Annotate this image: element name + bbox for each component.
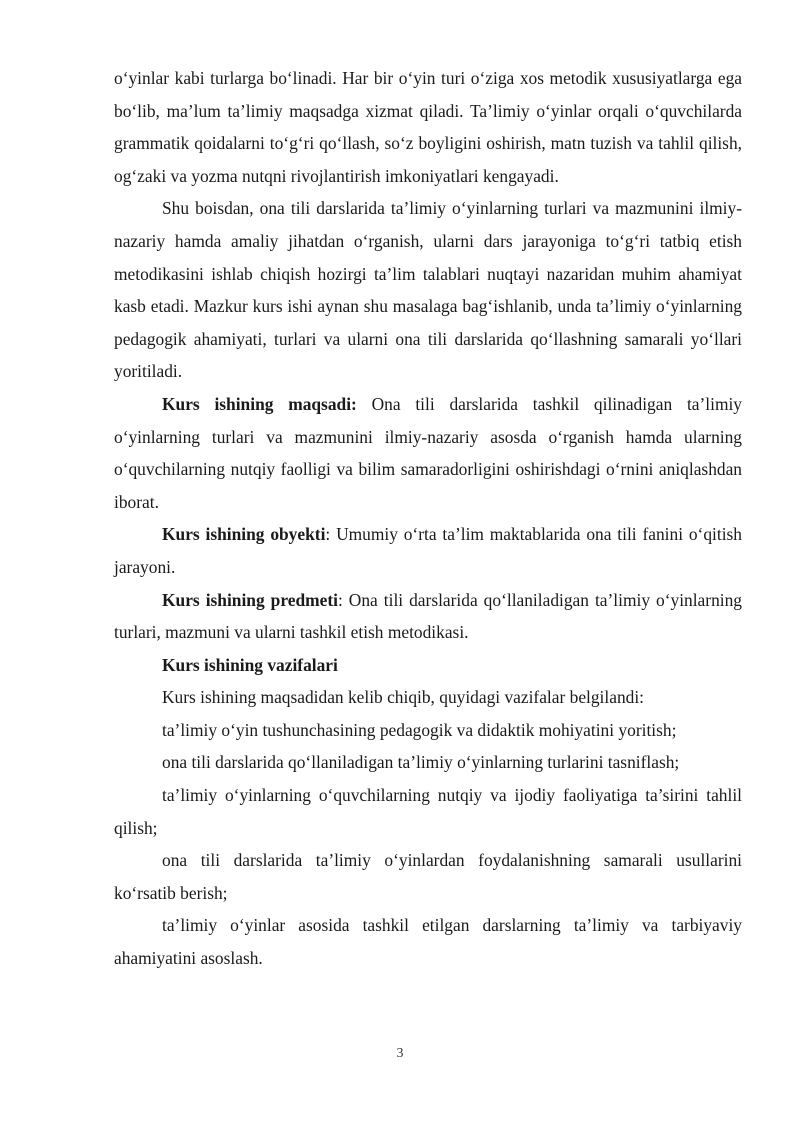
task-item-4: ona tili darslarida ta’limiy o‘yinlardan foydalanishning samarali usullarini ko‘rsatib berish;: [114, 850, 742, 903]
paragraph-subject: [114, 584, 742, 649]
task-item-5: ta’limiy o‘yinlar asosida tashkil etilgan darslarning ta’limiy va tarbiyaviy ahamiyatini asoslash.: [114, 915, 742, 969]
paragraph-continuation: o‘yinlar kabi turlarga bo‘linadi. Har bir o‘yin turi o‘ziga xos metodik xususiyatlarga ega bo‘lib, ma’lum ta’limiy maqsadga xizmat qiladi. Ta’limiy o‘yinlar orqali o‘quvchilarda grammatik qoidalarni to‘g‘ri qo‘llash, so‘z boyligini oshirish, matn tuzish va tahlil qilish, og‘zaki va yozma nutqni rivojlantirish imkoniyatlari kengayadi.: [114, 68, 742, 186]
object-text: : Umumiy o‘rta ta’lim maktablarida ona tili fanini o‘qitish jarayoni.: [114, 524, 742, 577]
tasks-intro: Kurs ishining maqsadidan kelib chiqib, quyidagi vazifalar belgilandi:: [162, 687, 644, 708]
subject-label: Kurs ishining predmeti: [162, 589, 338, 610]
page-number: 3: [396, 1046, 404, 1061]
tasks-heading: Kurs ishining vazifalari: [162, 654, 338, 675]
paragraph-goal: [114, 388, 742, 518]
task-item-3: ta’limiy o‘yinlarning o‘quvchilarning nutqiy va ijodiy faoliyatiga ta’sirini tahlil qilish;: [114, 785, 742, 838]
subject-text: : Ona tili darslarida qo‘llaniladigan ta’limiy o‘yinlarning turlari, mazmuni va ularni tashkil etish metodikasi.: [114, 589, 742, 643]
goal-text: Ona tili darslarida tashkil qilinadigan ta’limiy o‘yinlarning turlari va mazmunini ilmiy-nazariy asosda o‘rganish hamda ularning o‘quvchilarning nutqiy faolligi va bilim samaradorligini oshirishdagi o‘rnini aniqlashdan iborat.: [114, 393, 743, 512]
task-item-1: ta’limiy o‘yin tushunchasining pedagogik va didaktik mohiyatini yoritish;: [162, 719, 677, 740]
paragraph-relevance: Shu boisdan, ona tili darslarida ta’limiy o‘yinlarning turlari va mazmunini ilmiy-nazariy hamda amaliy jihatdan o‘rganish, ularni dars jarayoniga to‘g‘ri tatbiq etish metodikasini ishlab chiqish hozirgi ta’lim talablari nuqtayi nazaridan muhim ahamiyat kasb etadi. Mazkur kurs ishi aynan shu masalaga bag‘ishlanib, unda ta’limiy o‘yinlarning pedagogik ahamiyati, turlari va ularni ona tili darslarida qo‘llashning samarali yo‘llari yoritiladi.: [114, 198, 742, 382]
goal-label: Kurs ishining maqsadi:: [162, 393, 357, 414]
task-item-2: ona tili darslarida qo‘llaniladigan ta’limiy o‘yinlarning turlarini tasniflash;: [162, 752, 680, 773]
object-label: Kurs ishining obyekti: [162, 524, 326, 545]
document-page: [114, 62, 742, 975]
paragraph-object: [114, 518, 742, 583]
